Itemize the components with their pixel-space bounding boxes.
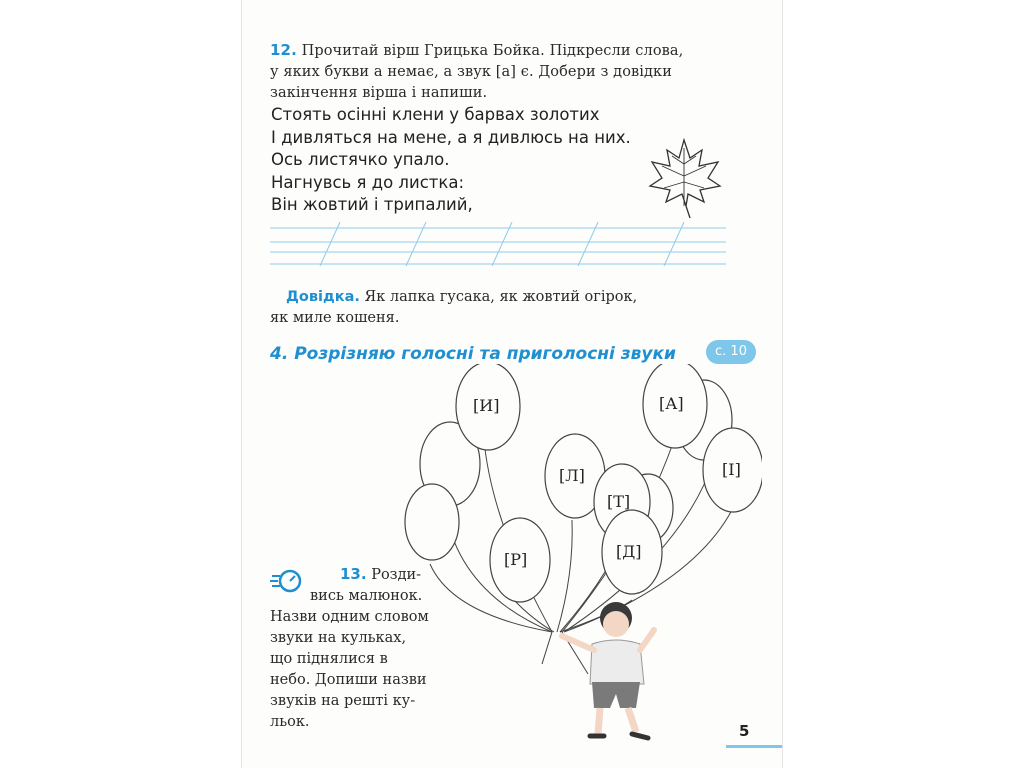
task13-line: звуки на кульках,	[270, 630, 407, 646]
page-number-rule	[726, 745, 782, 748]
balloon-label: [І]	[722, 460, 741, 479]
balloon-label: [И]	[473, 396, 500, 415]
hint-label: Довідка.	[286, 289, 360, 305]
task12-instructions	[270, 40, 683, 104]
maple-leaf-icon	[644, 136, 724, 220]
balloon-label: [Л]	[559, 466, 585, 485]
poem-line: Стоять осінні клени у барвах золотих	[271, 105, 600, 124]
task13-line: льок.	[270, 714, 310, 730]
poem-line: Нагнувсь я до листка:	[271, 172, 465, 192]
balloon-label: [А]	[659, 394, 684, 413]
textbook-page	[242, 0, 782, 768]
task13-number: 13.	[340, 565, 367, 583]
writing-lines[interactable]	[270, 222, 726, 268]
page-number: 5	[739, 722, 750, 740]
balloon-label: [Д]	[616, 542, 642, 561]
task13-text	[270, 564, 448, 733]
poem-line: Ось листячко упало.	[271, 150, 450, 169]
hint-line2: як миле кошеня.	[270, 310, 400, 326]
balloon	[405, 484, 459, 560]
task13-line: вись малюнок.	[310, 588, 423, 604]
task12-line1: Прочитай вірш Грицька Бойка. Підкресли слова,	[301, 43, 684, 59]
task12-number: 12.	[270, 41, 297, 59]
task13-line: звуків на решті ку-	[270, 693, 416, 709]
balloon-label: [Т]	[607, 492, 631, 511]
task12-line2: у яких букви а немає, а звук [а] є. Добери з довідки	[270, 64, 672, 80]
task13-line: небо. Допиши назви	[270, 672, 427, 688]
boy-figure	[562, 602, 654, 738]
poem-line: І дивляться на мене, а я дивлюсь на них.	[271, 127, 631, 147]
poem	[271, 104, 631, 217]
hint-line1: Як лапка гусака, як жовтий огірок,	[364, 289, 638, 305]
balloon-string	[557, 520, 572, 632]
balloon-label: [Р]	[504, 550, 528, 569]
hint-block	[270, 287, 726, 329]
section-title: 4. Розрізняю голосні та приголосні звуки	[270, 344, 676, 364]
poem-line: Він жовтий і трипалий,	[271, 195, 473, 214]
task13-line: Назви одним словом	[270, 609, 429, 625]
task13-line: Розди-	[371, 567, 422, 583]
task12-line3: закінчення вірша і напиши.	[270, 85, 488, 101]
page-ref-badge[interactable]: с. 10	[706, 340, 756, 364]
task13-line: що піднялися в	[270, 651, 388, 667]
